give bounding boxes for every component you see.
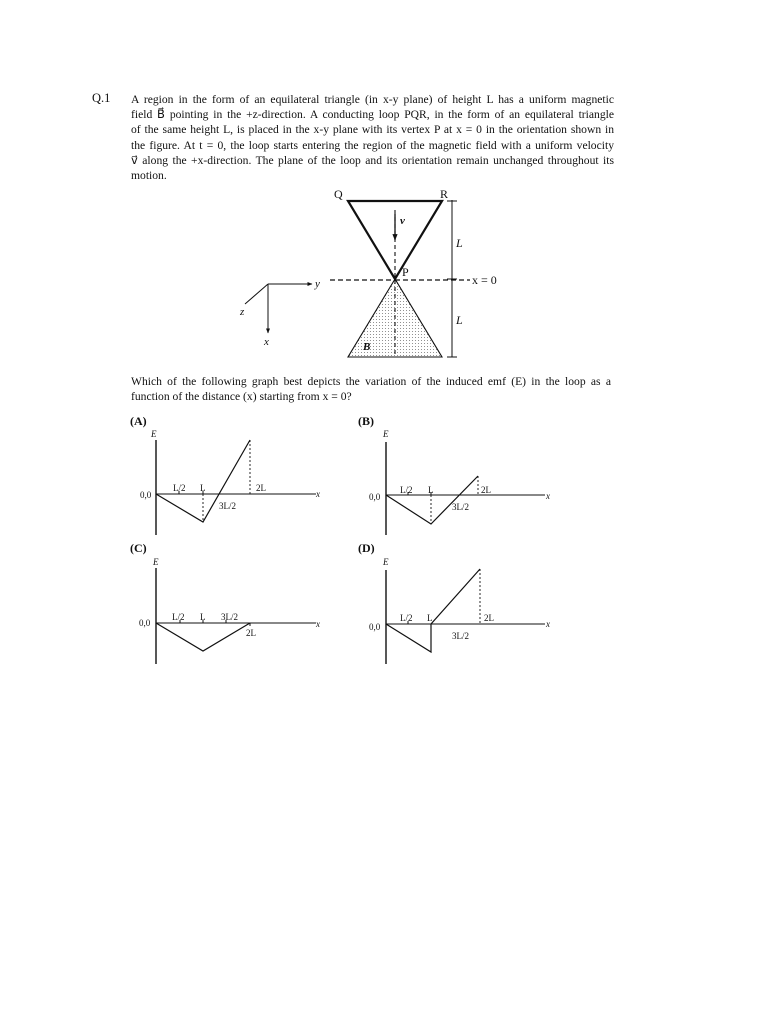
option-label: (D) xyxy=(358,541,375,555)
e-axis-label: E xyxy=(383,557,389,567)
tick-label: 2L xyxy=(256,483,266,493)
x-axis-label: x xyxy=(546,619,550,629)
tick-label: L/2 xyxy=(400,613,413,623)
x-axis-label: x xyxy=(316,489,320,499)
question-line: A region in the form of an equilateral triangle (in x-y plane) of height L has a uniform magnetic xyxy=(131,93,614,106)
tick-label: L xyxy=(428,485,434,495)
velocity-label: v⃗ xyxy=(400,215,414,227)
tick-label: 3L/2 xyxy=(219,501,236,511)
option-label: (B) xyxy=(358,414,374,428)
axis-z-arrow xyxy=(245,284,268,304)
tick-label: L xyxy=(200,612,206,622)
option-b-graph xyxy=(358,414,550,535)
vertex-r-label: R xyxy=(440,187,449,201)
e-axis-label: E xyxy=(151,429,157,439)
tick-label: 2L xyxy=(481,485,491,495)
option-d-graph xyxy=(358,541,550,664)
tick-label: L xyxy=(200,483,206,493)
origin-label: 0,0 xyxy=(369,622,381,632)
prompt-line: Which of the following graph best depicts the variation of the induced emf (E) in the loop as a xyxy=(131,375,611,388)
question-line: of the same height L, is placed in the x-y plane with its vertex P at x = 0 in the orientation shown in xyxy=(131,123,614,137)
vertex-p-label: P xyxy=(402,265,409,279)
tick-label: L/2 xyxy=(400,485,413,495)
height-label-top: L xyxy=(456,236,463,250)
e-axis-label: E xyxy=(153,557,159,567)
prompt-line: function of the distance (x) starting from x = 0? xyxy=(131,390,352,404)
x0-label: x = 0 xyxy=(472,273,497,287)
question-number: Q.1 xyxy=(92,91,111,105)
option-c-graph xyxy=(130,541,320,664)
setup-diagram xyxy=(239,187,497,357)
height-label-bottom: L xyxy=(456,313,463,327)
question-line: field B⃗ pointing in the +z-direction. A conducting loop PQR, in the form of an equilateral triangle xyxy=(131,108,614,122)
option-label: (A) xyxy=(130,414,147,428)
x-axis-label: x xyxy=(546,491,550,501)
question-prompt xyxy=(131,374,611,404)
vertex-q-label: Q xyxy=(334,187,343,201)
emf-curve xyxy=(386,476,478,524)
question-line: v⃗ along the +x-direction. The plane of the loop and its orientation remain unchanged throughout its xyxy=(131,153,614,167)
tick-label: 3L/2 xyxy=(221,612,238,622)
tick-label: 3L/2 xyxy=(452,631,469,641)
axis-y-label: y xyxy=(315,278,320,290)
x-axis-label: x xyxy=(316,619,320,629)
question-line: the figure. At t = 0, the loop starts entering the region of the magnetic field with a uniform velocity xyxy=(131,138,614,152)
origin-label: 0,0 xyxy=(139,618,151,628)
option-a-graph xyxy=(130,414,320,535)
tick-label: 2L xyxy=(484,613,494,623)
field-label: B⃗ xyxy=(363,341,379,353)
emf-curve xyxy=(156,623,250,651)
axis-x-label: x xyxy=(264,336,269,348)
axis-z-label: z xyxy=(240,306,245,318)
question-line: motion. xyxy=(131,169,167,183)
tick-label: L xyxy=(427,613,433,623)
tick-label: L/2 xyxy=(172,612,185,622)
tick-label: 2L xyxy=(246,628,256,638)
tick-label: L/2 xyxy=(173,483,186,493)
origin-label: 0,0 xyxy=(140,490,152,500)
option-label: (C) xyxy=(130,541,147,555)
tick-label: 3L/2 xyxy=(452,502,469,512)
origin-label: 0,0 xyxy=(369,492,381,502)
e-axis-label: E xyxy=(383,429,389,439)
